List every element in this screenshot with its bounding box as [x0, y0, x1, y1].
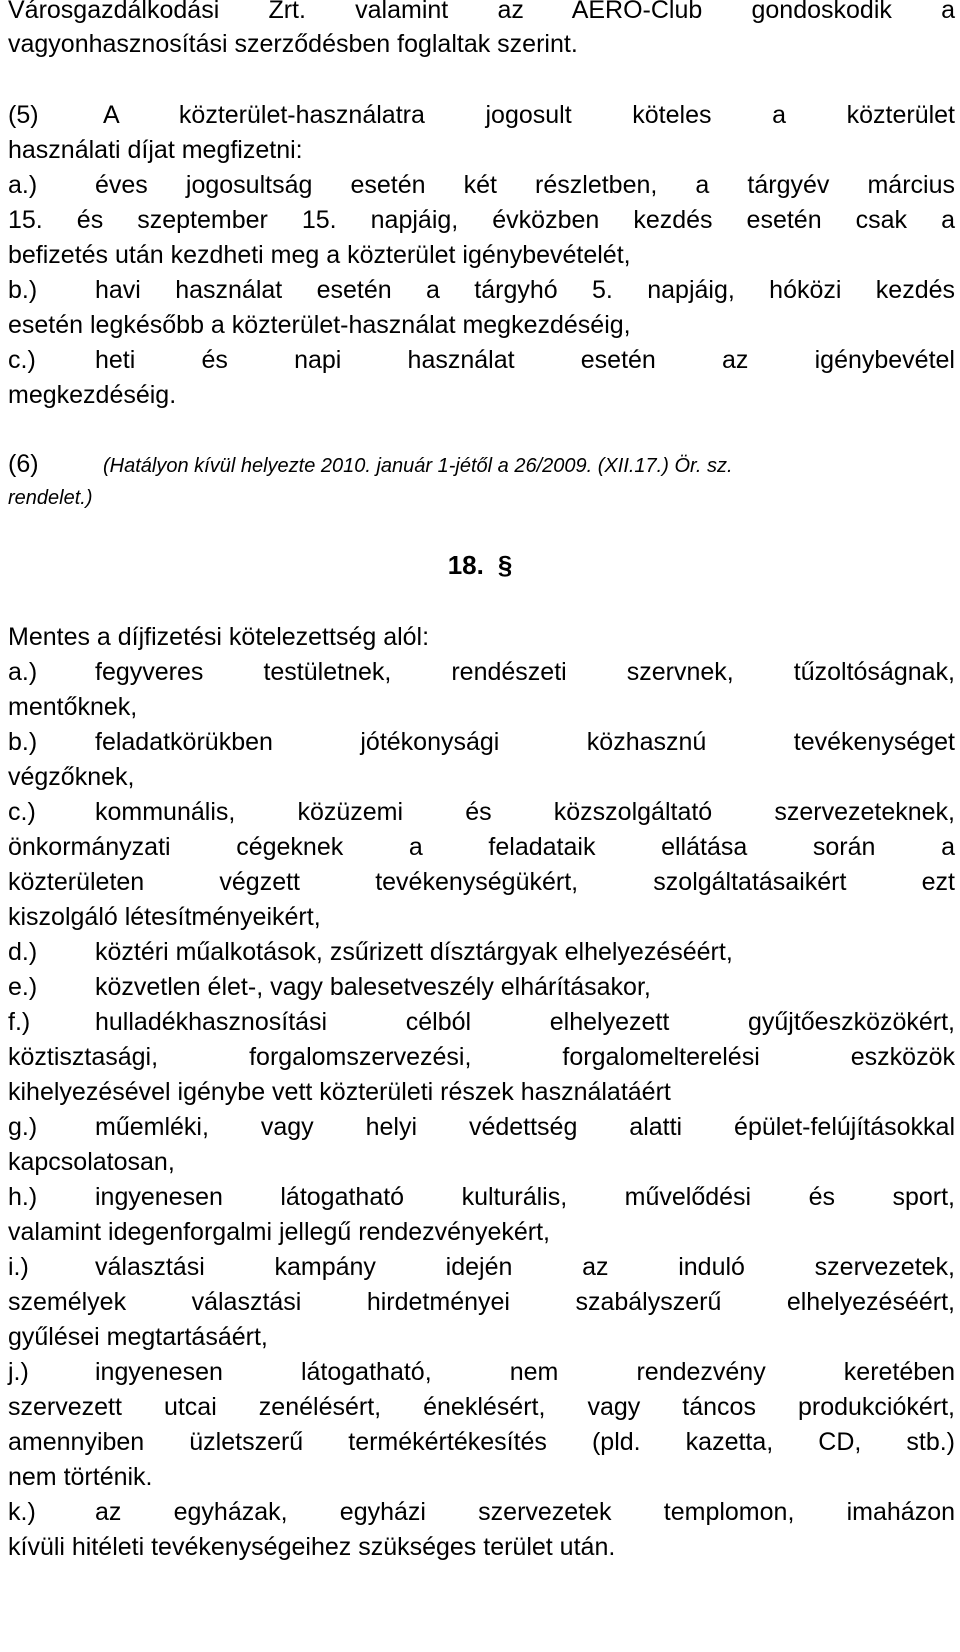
text-line: kihelyezésével igénybe vett közterületi részek használatáért: [8, 1078, 671, 1106]
list-item: i.) választási kampány idején az induló szervezetek,: [8, 1253, 955, 1281]
text-line: befizetés után kezdheti meg a közterület igénybevételét,: [8, 241, 631, 269]
text-line: személyek választási hirdetményei szabályszerű elhelyezéséért,: [8, 1288, 955, 1316]
list-item: a.) fegyveres testületnek, rendészeti szervnek, tűzoltóságnak,: [8, 658, 955, 686]
list-item: c.) heti és napi használat esetén az igénybevétel: [8, 346, 955, 374]
list-item: c.) kommunális, közüzemi és közszolgáltató szervezeteknek,: [8, 798, 955, 826]
list-item: f.) hulladékhasznosítási célból elhelyezett gyűjtőeszközökért,: [8, 1008, 955, 1036]
text-line: Városgazdálkodási Zrt. valamint az AERO-Club gondoskodik a: [8, 0, 955, 24]
text-line: nem történik.: [8, 1463, 153, 1491]
list-item: b.) feladatkörükben jótékonysági közhasznú tevékenységet: [8, 728, 955, 756]
list-item: b.) havi használat esetén a tárgyhó 5. napjáig, hóközi kezdés: [8, 276, 955, 304]
text-line: végzőknek,: [8, 763, 135, 791]
paragraph-5-line: (5) A közterület-használatra jogosult köteles a közterület: [8, 101, 955, 129]
list-item: g.) műemléki, vagy helyi védettség alatti épület-felújításokkal: [8, 1113, 955, 1141]
text-line: kívüli hitéleti tevékenységeihez szükséges terület után.: [8, 1533, 616, 1561]
text-line: kapcsolatosan,: [8, 1148, 175, 1176]
text-line: vagyonhasznosítási szerződésben foglaltak szerint.: [8, 30, 578, 58]
list-item: h.) ingyenesen látogatható kulturális, művelődési és sport,: [8, 1183, 955, 1211]
text-line: használati díjat megfizetni:: [8, 136, 303, 164]
text-line: kiszolgáló létesítményeikért,: [8, 903, 321, 931]
paragraph-6-line: (6) (Hatályon kívül helyezte 2010. január 1-jétől a 26/2009. (XII.17.) Ör. sz.: [8, 450, 733, 478]
text-line: 15. és szeptember 15. napjáig, évközben kezdés esetén csak a: [8, 206, 955, 234]
list-item: k.) az egyházak, egyházi szervezetek templomon, imaházon: [8, 1498, 955, 1526]
text-line: szervezett utcai zenélésért, éneklésért, vagy táncos produkciókért,: [8, 1393, 955, 1421]
text-line: mentőknek,: [8, 693, 138, 721]
text-line: köztisztasági, forgalomszervezési, forgalomelterelési eszközök: [8, 1043, 955, 1071]
list-item: a.) éves jogosultság esetén két részletben, a tárgyév március: [8, 171, 955, 199]
section-heading: 18. §: [447, 550, 513, 580]
list-item: j.) ingyenesen látogatható, nem rendezvény keretében: [8, 1358, 955, 1386]
text-line: gyűlései megtartásáért,: [8, 1323, 268, 1351]
text-line: rendelet.): [8, 487, 93, 509]
text-line: esetén legkésőbb a közterület-használat megkezdéséig,: [8, 311, 631, 339]
section-sign-icon: §: [497, 550, 513, 580]
text-line: megkezdéséig.: [8, 381, 177, 409]
text-line: közterületen végzett tevékenységükért, szolgáltatásaikért ezt: [8, 868, 955, 896]
text-line: amennyiben üzletszerű termékértékesítés (pld. kazetta, CD, stb.): [8, 1428, 955, 1456]
exempt-title: Mentes a díjfizetési kötelezettség alól:: [8, 623, 430, 651]
list-item: e.) közvetlen élet-, vagy balesetveszély elhárításakor,: [8, 973, 651, 1001]
text-line: önkormányzati cégeknek a feladataik ellátása során a: [8, 833, 955, 861]
list-item: d.) köztéri műalkotások, zsűrizett dísztárgyak elhelyezéséért,: [8, 938, 733, 966]
text-line: valamint idegenforgalmi jellegű rendezvényekért,: [8, 1218, 550, 1246]
